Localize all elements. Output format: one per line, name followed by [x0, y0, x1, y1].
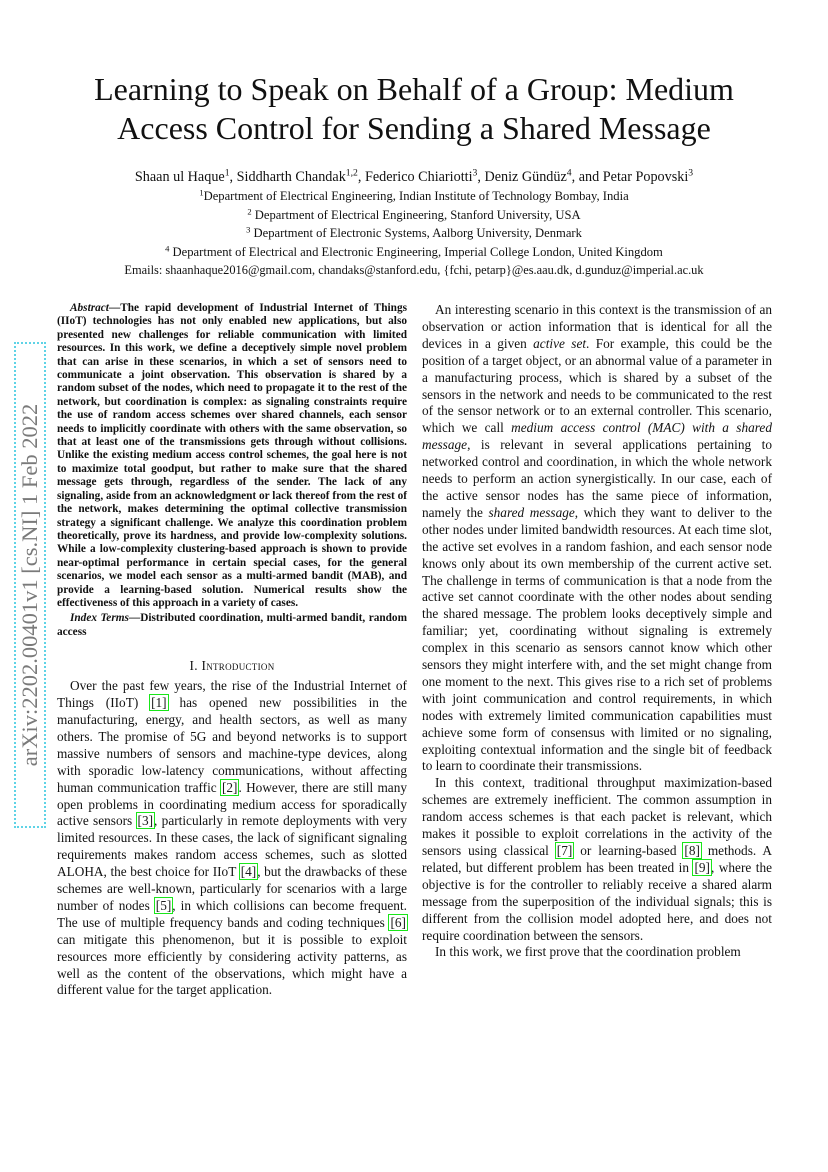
citation-link[interactable]: [5] — [155, 897, 172, 913]
emphasis-text: shared message — [488, 504, 575, 520]
affiliation-text: Department of Electronic Systems, Aalborg University, Denmark — [250, 226, 582, 240]
affiliation-line — [40, 206, 788, 225]
affiliation-text: Department of Electrical Engineering, Stanford University, USA — [251, 207, 581, 222]
affiliation-line — [40, 243, 788, 262]
intro-paragraph-2: An interesting scenario in this context is the transmission of an observation or action information that is identical for all the devices in a given active set. For example, this could be the position of a target object, or an abnormal value of a parameter in a manufacturing process, which is shared by a subset of the sensors in the network and needs to be communicated to the rest of the sensor network or to an external controller. This scenario, which we call medium access control (MAC) with a shared message, is relevant in several applications pertaining to networked control and coordination, in which the whole network needs to perform an action synergistically. In our case, each of the active sensor nodes has the same piece of information, namely the shared message, which they want to deliver to the other nodes under limited bandwidth resources. At each time slot, the active set evolves in a random fashion, and each sensor node knows only about its own membership of the current active set. The challenge in terms of communication is that a node from the active set cannot coordinate with the other nodes about sending the shared message. The problem looks deceptively simple and familiar; yet, coordinating without signaling is extremely complex in this scenario as sensors cannot know which other sensors they might interfere with, and the set might change from one moment to the next. This gives rise to a rich set of problems with joint communication and control requirements, in which nodes with extremely limited communication capabilities must achieve some form of consensus with limited or no signaling, exploiting contextual information and the single bit of feedback to learn to coordinate their transmissions. — [422, 302, 772, 774]
section-heading-introduction — [57, 658, 407, 674]
affiliation-list — [40, 187, 788, 261]
author-affiliation-mark: 1 — [224, 167, 230, 179]
citation-link[interactable]: [6] — [390, 914, 406, 930]
affiliation-mark: 3 — [246, 224, 251, 235]
affiliation-mark: 2 — [247, 205, 252, 216]
section-number: I. — [189, 658, 202, 674]
author-name: Siddharth Chandak — [236, 169, 346, 185]
left-column — [57, 302, 407, 999]
intro-paragraph-4: In this work, we first prove that the coordination problem — [435, 944, 741, 960]
right-column — [422, 302, 772, 961]
paper-title-line-1: Learning to Speak on Behalf of a Group: Medium — [94, 71, 734, 107]
citation-link[interactable]: [2] — [221, 779, 238, 795]
intro-paragraph-1: Over the past few years, the rise of the Industrial Internet of Things (IIoT) [1] has opened new possibilities in the manufacturing, energy, and health sectors, as well as many others. The promise of 5G and beyond networks is to support massive numbers of sensors and machine-type devices, along with sporadic low-latency communications, without affecting human communication traffic [2]. However, there are still many open problems in coordinating medium access for sporadically active sensors [3], particularly in remote deployments with very limited resources. In these cases, the lack of significant signaling requirements makes random access schemes, such as slotted ALOHA, the best choice for IIoT [4], but the drawbacks of these schemes are well-known, particularly for scenarios with a large number of nodes [5], in which collisions can become frequent. The use of multiple frequency bands and coding techniques [6] can mitigate this phenomenon, but it is possible to exploit resources more efficiently by considering activity patterns, as well as the content of the observations, which might have a different value for the target application. — [57, 678, 408, 998]
emphasis-text: medium access control (MAC) with a shared message — [422, 420, 772, 453]
arxiv-identifier[interactable]: arXiv:2202.00401v1 [cs.NI] 1 Feb 2022 — [17, 345, 43, 825]
author-list: Shaan ul Haque$^1$, Siddharth Chandak$^{1,2}$, Federico Chiariotti$^3$, Deniz Gündüz$^4$, and Petar Popovski$^3$ — [134, 167, 694, 185]
affiliation-line — [40, 224, 788, 243]
author-affiliation-mark: 1,2 — [345, 167, 358, 179]
citation-link[interactable]: [9] — [694, 859, 710, 875]
section-title: Introduction — [201, 658, 275, 674]
affiliation-text: Department of Electrical Engineering, Indian Institute of Technology Bombay, India — [203, 189, 629, 203]
citation-link[interactable]: [4] — [240, 864, 257, 880]
citation-link[interactable]: [7] — [556, 843, 573, 858]
author-affiliation-mark: 3 — [688, 167, 694, 179]
paper-title — [40, 70, 788, 148]
index-terms — [57, 612, 407, 639]
author-name: Shaan ul Haque — [134, 169, 225, 185]
author-affiliation-mark: 3 — [472, 167, 478, 179]
author-emails: Emails: shaanhaque2016@gmail.com, chandaks@stanford.edu, {fchi, petarp}@es.aau.dk, d.gunduz@imperial.ac.uk — [124, 263, 704, 277]
abstract-text: —The rapid development of Industrial Internet of Things (IIoT) technologies has not only enabled new applications, but also presented new challenges for reliable communication with limited resources. In this work, we define a deceptively simple novel problem that can arise in these scenarios, in which a set of sensors need to communicate a joint observation. This observation is shared by a random subset of the nodes, which need to propagate it to the rest of the network, but coordination is complex: as signaling constraints require the use of random access schemes over shared channels, each sensor needs to implicitly coordinate with others with the same observation, so that at least one of the transmissions gets through without collisions. Unlike the existing medium access control schemes, the goal here is not to maximize total goodput, but rather to make sure that the shared message gets through, regardless of the sender. The lack of any signaling, aside from an acknowledgment or lack thereof from the rest of the network, makes determining the optimal collective transmission strategy a significant challenge. We analyze this coordination problem theoretically, prove its hardness, and provide low-complexity solutions. While a low-complexity clustering-based approach is shown to provide near-optimal performance in certain special cases, for the general scenarios, we model each sensor as a multi-armed bandit (MAB), and provide a learning-based solution. Numerical results show the effectiveness of this approach in a variety of cases. — [57, 302, 407, 609]
author-name: Deniz Gündüz — [484, 169, 567, 185]
citation-link[interactable]: [8] — [684, 843, 700, 858]
emphasis-text: active set — [533, 335, 587, 351]
index-terms-text: —Distributed coordination, multi-armed bandit, random access — [57, 612, 407, 638]
author-name: Petar Popovski — [602, 169, 689, 185]
index-terms-label: Index Terms — [70, 612, 129, 625]
affiliation-mark: 4 — [165, 242, 170, 253]
affiliation-text: Department of Electrical and Electronic Engineering, Imperial College London, United Kingdom — [169, 244, 663, 259]
abstract-label: Abstract — [70, 302, 109, 314]
arxiv-sidebar — [17, 345, 43, 825]
author-block — [40, 168, 788, 280]
citation-link[interactable]: [1] — [151, 695, 167, 711]
abstract — [57, 302, 407, 610]
affiliation-line — [40, 187, 788, 206]
paper-title-line-2: Access Control for Sending a Shared Message — [117, 110, 711, 146]
intro-paragraph-3: In this context, traditional throughput maximization-based schemes are extremely inefficient. The common assumption in random access schemes is that each packet is relevant, which makes it possible to exploit correlations in the activity of the sensors using classical [7] or learning-based [8] methods. A related, but different problem has been treated in [9], where the objective is for the controller to reliably receive a shared alarm message from the superposition of the individual signals; this is different from the collision model adopted here, and does not require coordination between the sensors. — [422, 775, 773, 943]
author-affiliation-mark: 4 — [566, 167, 572, 179]
author-name: Federico Chiariotti — [364, 169, 473, 185]
affiliation-mark: 1 — [199, 187, 204, 198]
citation-link[interactable]: [3] — [137, 813, 154, 829]
